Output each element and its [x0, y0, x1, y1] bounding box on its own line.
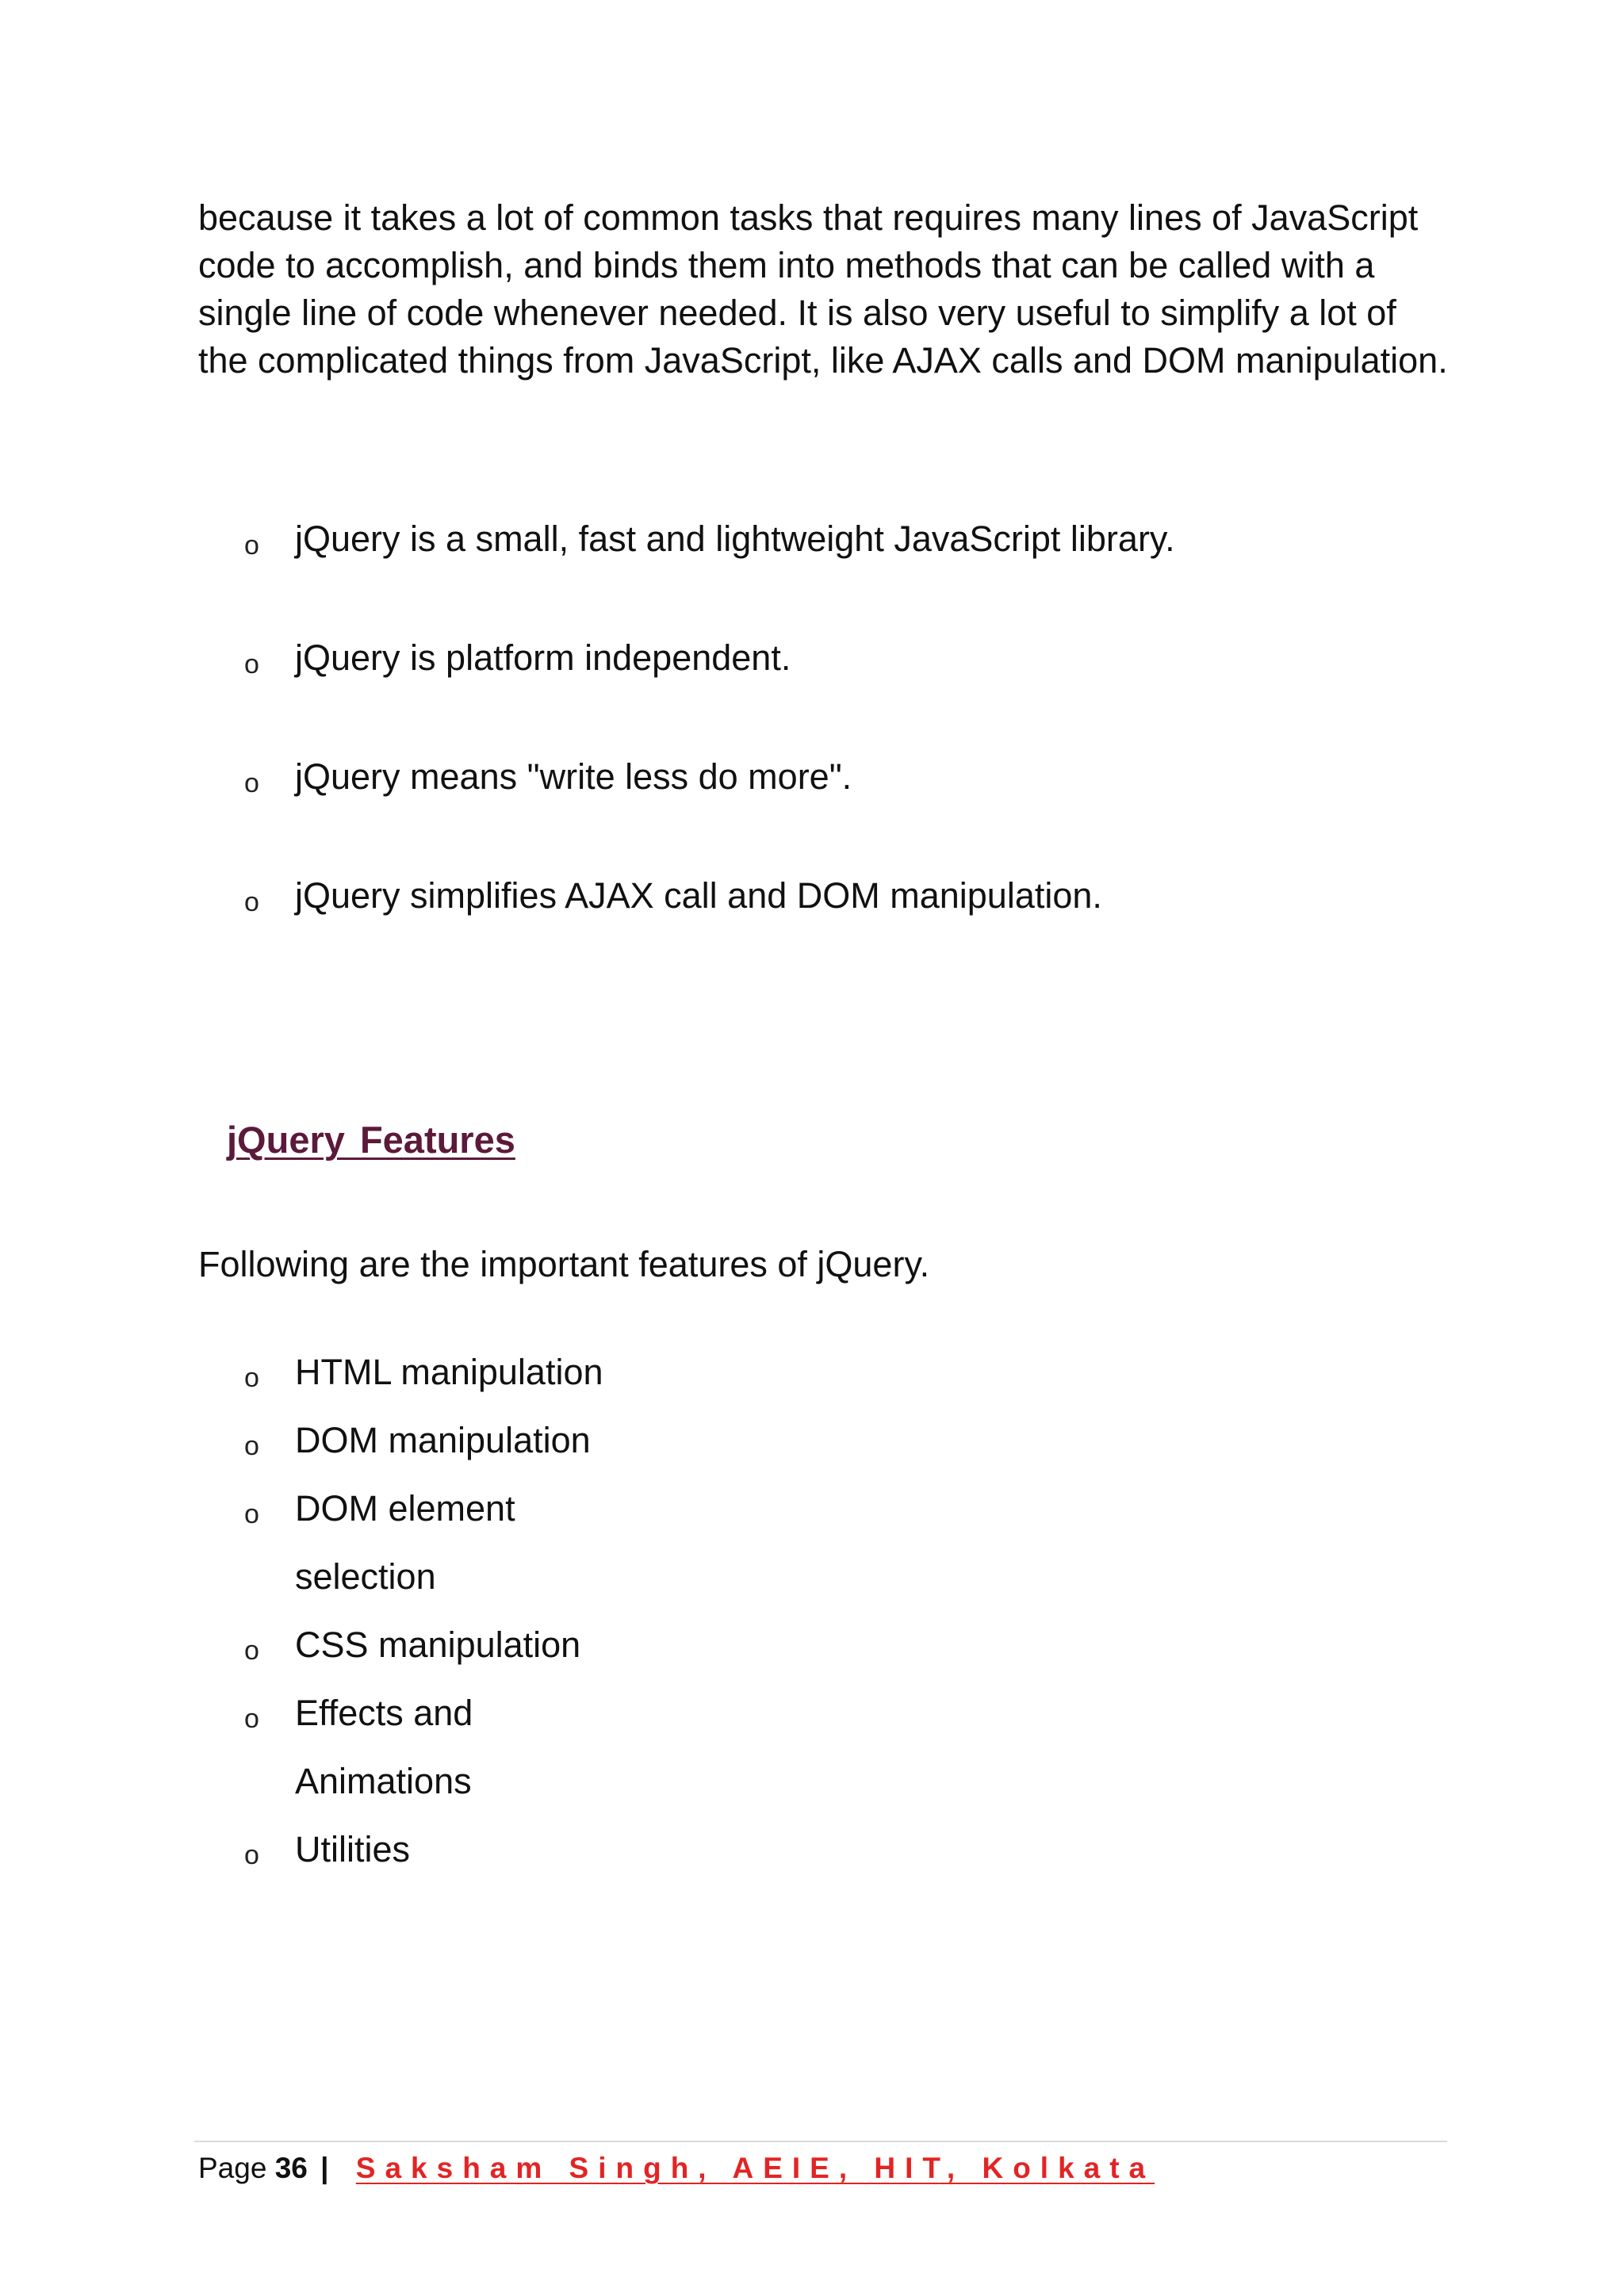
- bullet-icon: o: [244, 1840, 259, 1870]
- bullet-icon: o: [244, 1499, 259, 1529]
- summary-list: [198, 515, 1175, 991]
- list-item-text: Effects and Animations: [295, 1693, 473, 1801]
- list-item: [198, 753, 1175, 872]
- list-item-text: jQuery is platform independent.: [295, 637, 791, 678]
- list-item: [198, 1816, 628, 1884]
- author-credit: Saksham Singh, AEIE, HIT, Kolkata: [355, 2152, 1155, 2184]
- intro-line: because it takes a lot of common tasks that requires many lines of JavaScript: [198, 197, 1419, 238]
- intro-line: the complicated things from JavaScript, like AJAX calls and DOM manipulation.: [198, 340, 1448, 381]
- list-item-text: jQuery simplifies AJAX call and DOM manipulation.: [295, 875, 1102, 916]
- page-label: Page: [198, 2152, 267, 2184]
- list-item-text: HTML manipulation: [295, 1352, 603, 1392]
- list-item-text: Utilities: [295, 1829, 411, 1869]
- list-item: [198, 1475, 628, 1611]
- list-item: [198, 634, 1175, 753]
- list-item-text: CSS manipulation: [295, 1624, 581, 1665]
- bullet-icon: o: [244, 1363, 259, 1393]
- list-item-text: DOM manipulation: [295, 1420, 591, 1460]
- bullet-icon: o: [244, 649, 259, 679]
- bullet-icon: o: [244, 530, 259, 561]
- features-list: [198, 1338, 628, 1884]
- bullet-icon: o: [244, 1704, 259, 1734]
- footer-separator: |: [320, 2152, 329, 2184]
- list-item: [198, 1338, 628, 1406]
- footer-divider: [194, 2141, 1447, 2142]
- bullet-icon: o: [244, 1431, 259, 1461]
- page-number: 36: [274, 2152, 308, 2184]
- intro-paragraph: [198, 194, 1467, 385]
- list-item: [198, 515, 1175, 634]
- list-item: [198, 1611, 628, 1679]
- list-item: [198, 872, 1175, 991]
- page-footer: [198, 2145, 1155, 2192]
- list-item: [198, 1679, 628, 1816]
- list-item-text: DOM element selection: [295, 1488, 515, 1597]
- list-item: [198, 1406, 628, 1475]
- intro-line: code to accomplish, and binds them into methods that can be called with a: [198, 245, 1375, 285]
- bullet-icon: o: [244, 768, 259, 798]
- intro-line: single line of code whenever needed. It is also very useful to simplify a lot of: [198, 293, 1396, 333]
- bullet-icon: o: [244, 1636, 259, 1666]
- list-item-text: jQuery is a small, fast and lightweight JavaScript library.: [295, 519, 1175, 559]
- list-item-text: jQuery means "write less do more".: [295, 756, 852, 797]
- bullet-icon: o: [244, 887, 259, 917]
- section-heading: jQuery Features: [227, 1119, 515, 1161]
- features-intro: Following are the important features of jQuery.: [198, 1244, 930, 1284]
